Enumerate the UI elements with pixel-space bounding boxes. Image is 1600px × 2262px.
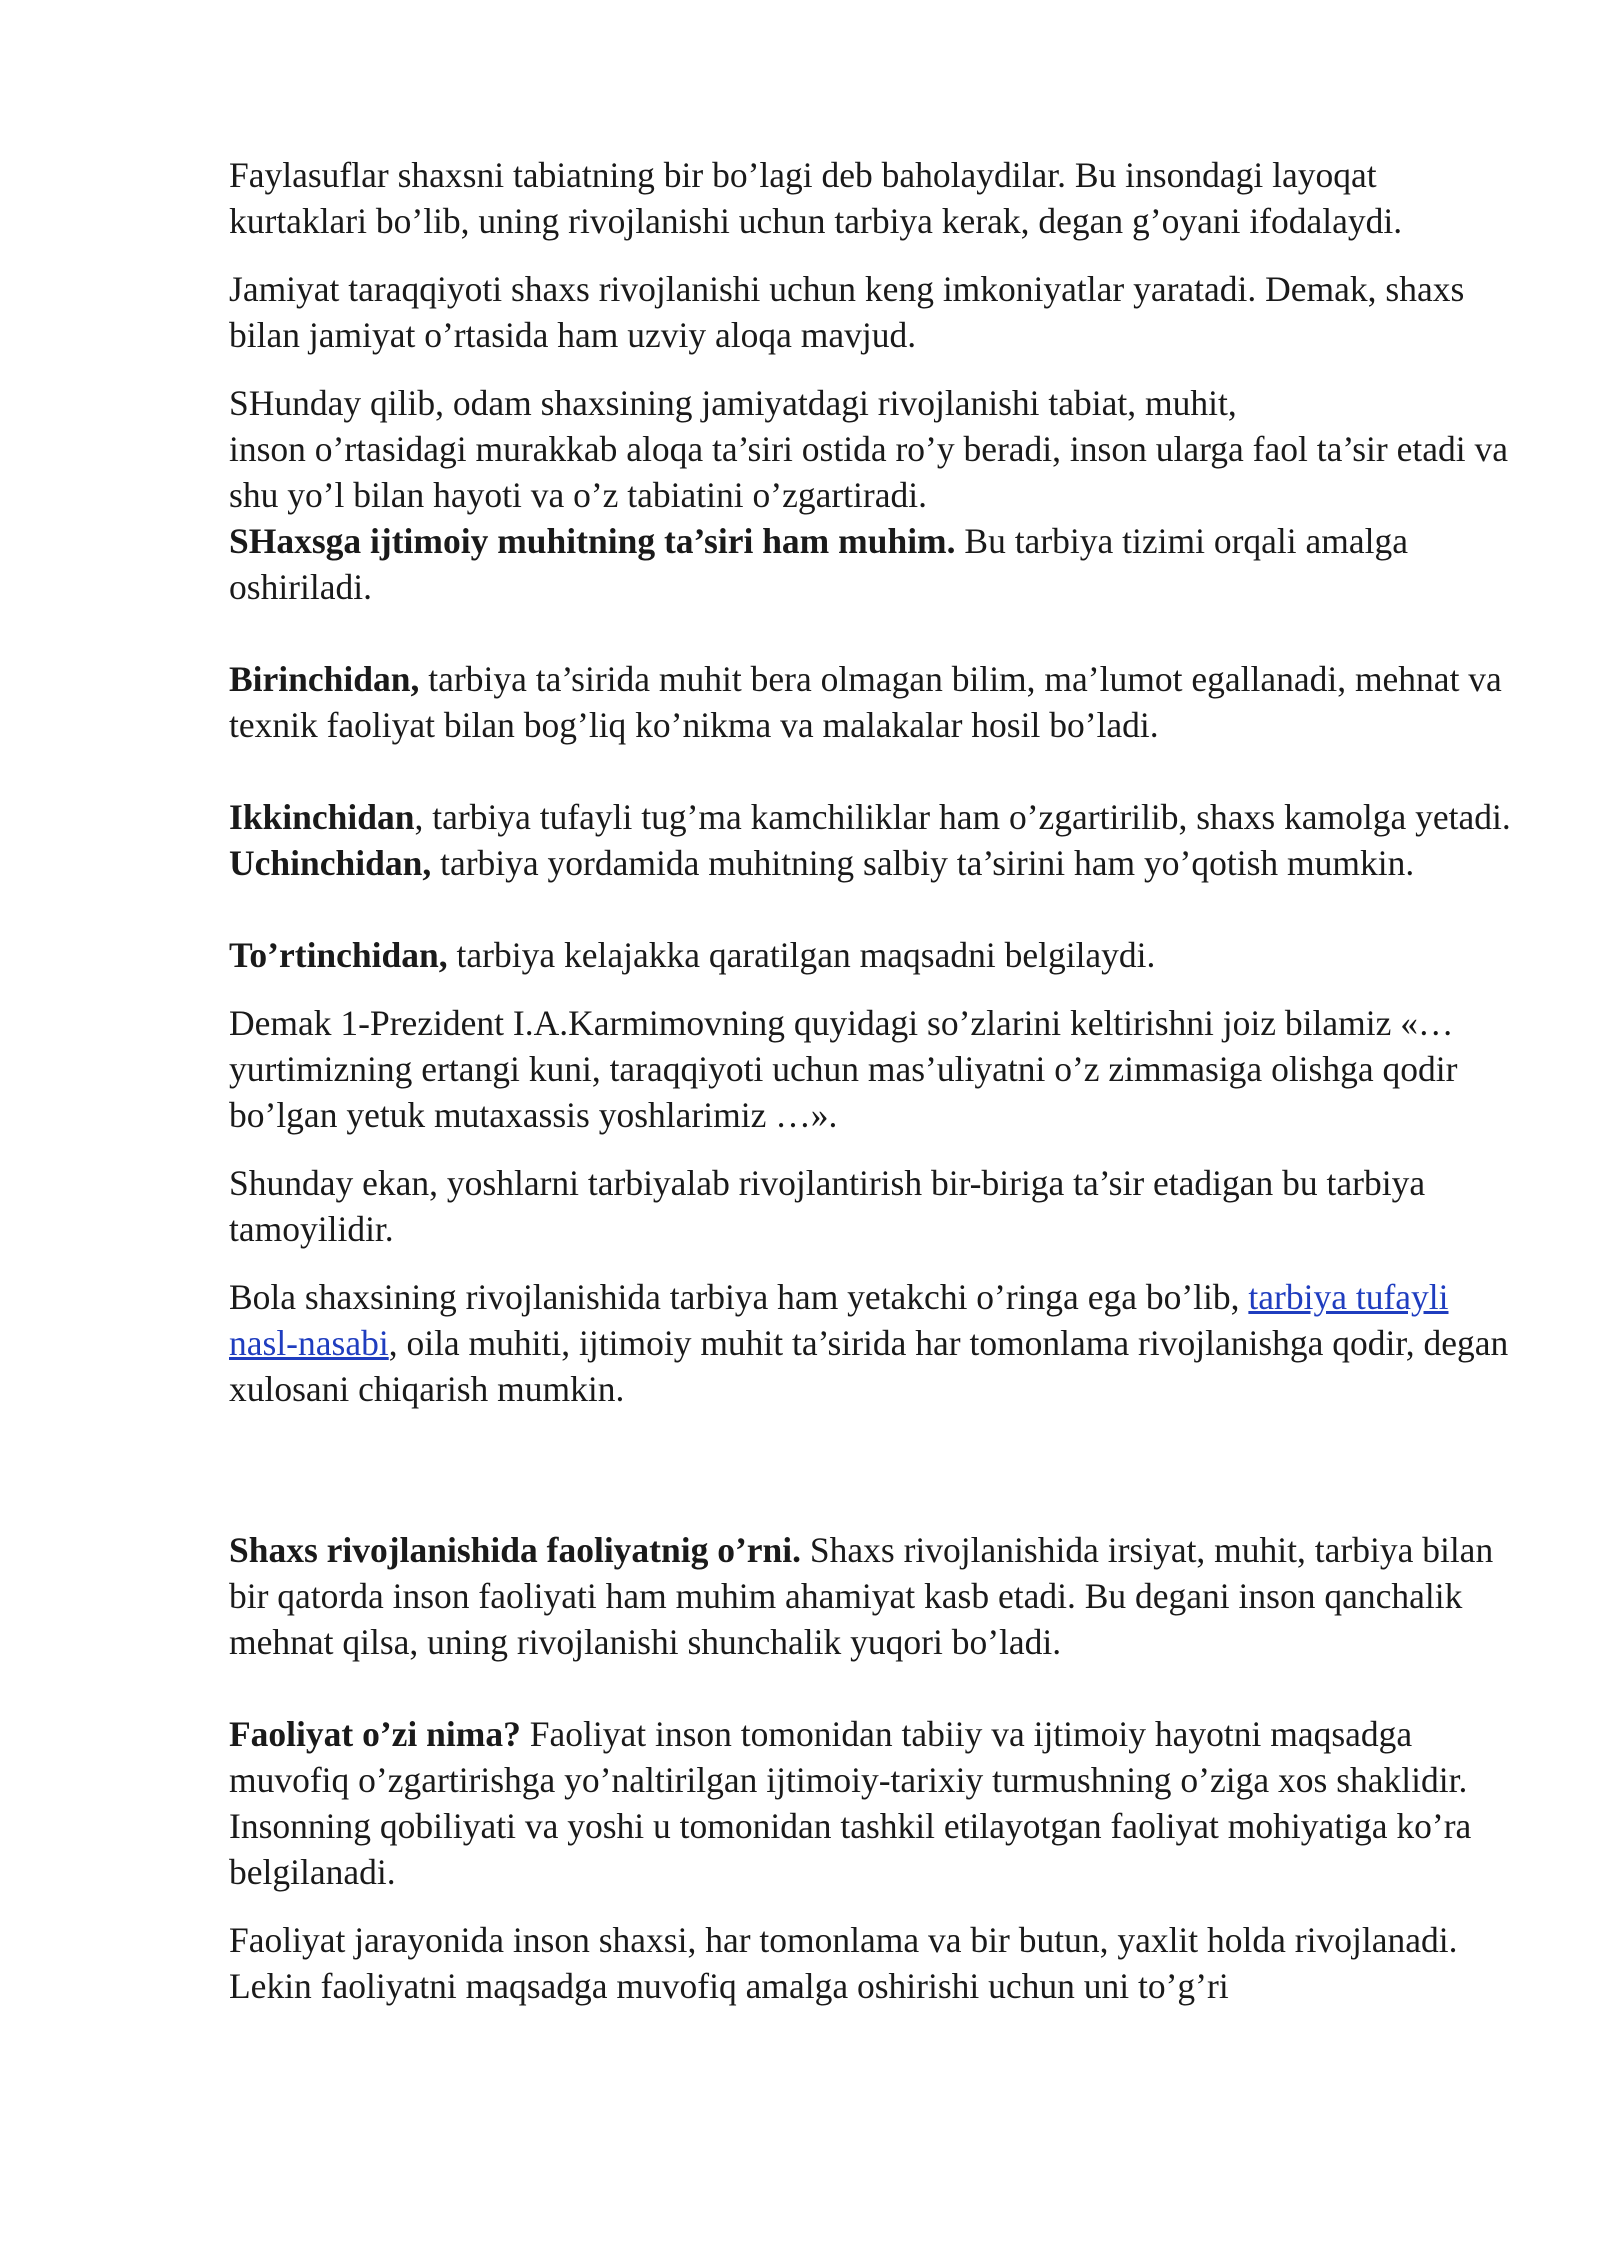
paragraph-12-heading: Shaxs rivojlanishida faoliyatnig o’rni. — [229, 1530, 802, 1570]
paragraph-4-text: Bu tarbiya tizimi orqali amalga oshiriladi. — [229, 521, 1409, 607]
paragraph-11 — [229, 1274, 1519, 1412]
paragraph-8 — [229, 932, 1519, 978]
paragraph-5 — [229, 656, 1519, 748]
paragraph-7-heading: Uchinchidan, — [229, 843, 432, 883]
paragraph-9: Demak 1-Prezident I.A.Karmimovning quyidagi so’zlarini keltirishni joiz bilamiz «…yurtimizning ertangi kuni, taraqqiyoti uchun mas’uliyatni o’z zimmasiga olishga qodir bo’lgan yetuk mutaxassis yoshlarimiz …». — [229, 1003, 1458, 1135]
paragraph-13-text: Faoliyat inson tomonidan tabiiy va ijtimoiy hayotni maqsadga muvofiq o’zgartirishga yo’naltirilgan ijtimoiy-tarixiy turmushning o’ziga xos shaklidir. Insonning qobiliyati va yoshi u tomonidan tashkil etilayotgan faoliyat mohiyatiga ko’ra belgilanadi. — [229, 1714, 1472, 1892]
paragraph-8-heading: To’rtinchidan, — [229, 935, 448, 975]
paragraph-7 — [229, 840, 1519, 886]
paragraph-1: Faylasuflar shaxsni tabiatning bir bo’lagi deb baholaydilar. Bu insondagi layoqat kurtaklari bo’lib, uning rivojlanishi uchun tarbiya kerak, degan g’oyani ifodalaydi. — [229, 155, 1403, 241]
paragraph-2: Jamiyat taraqqiyoti shaxs rivojlanishi uchun keng imkoniyatlar yaratadi. Demak, shaxs bilan jamiyat o’rtasida ham uzviy aloqa mavjud. — [229, 269, 1465, 355]
paragraph-11-text-after: , oila muhiti, ijtimoiy muhit ta’sirida har tomonlama rivojlanishga qodir, degan xulosani chiqarish mumkin. — [229, 1323, 1509, 1409]
paragraph-3-rest: inson o’rtasidagi murakkab aloqa ta’siri ostida ro’y beradi, inson ularga faol ta’sir etadi va shu yo’l bilan hayoti va o’z tabiatini o’zgartiradi. — [229, 429, 1508, 515]
document-page — [229, 152, 1519, 2009]
nasl-nasabi-link[interactable]: tarbiya tufayli nasl-nasabi — [229, 1277, 1449, 1363]
paragraph-13 — [229, 1711, 1519, 1895]
paragraph-12-text: Shaxs rivojlanishida irsiyat, muhit, tarbiya bilan bir qatorda inson faoliyati ham muhim ahamiyat kasb etadi. Bu degani inson qanchalik mehnat qilsa, uning rivojlanishi shunchalik yuqori bo’ladi. — [229, 1530, 1494, 1662]
paragraph-4-heading: SHaxsga ijtimoiy muhitning ta’siri ham muhim. — [229, 521, 956, 561]
paragraph-13-heading: Faoliyat o’zi nima? — [229, 1714, 521, 1754]
paragraph-5-heading: Birinchidan, — [229, 659, 420, 699]
paragraph-6-heading: Ikkinchidan — [229, 797, 415, 837]
paragraph-6 — [229, 794, 1519, 840]
paragraph-7-text: tarbiya yordamida muhitning salbiy ta’sirini ham yo’qotish mumkin. — [431, 843, 1415, 883]
paragraph-6-text: , tarbiya tufayli tug’ma kamchiliklar ham o’zgartirilib, shaxs kamolga yetadi. — [414, 797, 1511, 837]
paragraph-12 — [229, 1527, 1519, 1665]
paragraph-3-line-1: SHunday qilib, odam shaxsining jamiyatdagi rivojlanishi tabiat, muhit, — [229, 383, 1237, 423]
paragraph-4 — [229, 518, 1519, 610]
paragraph-5-text: tarbiya ta’sirida muhit bera olmagan bilim, ma’lumot egallanadi, mehnat va texnik faoliyat bilan bog’liq ko’nikma va malakalar hosil bo’ladi. — [229, 659, 1502, 745]
paragraph-3 — [229, 380, 1519, 518]
paragraph-8-text: tarbiya kelajakka qaratilgan maqsadni belgilaydi. — [447, 935, 1156, 975]
paragraph-10: Shunday ekan, yoshlarni tarbiyalab rivojlantirish bir-biriga ta’sir etadigan bu tarbiya tamoyilidir. — [229, 1163, 1426, 1249]
paragraph-11-text-before: Bola shaxsining rivojlanishida tarbiya ham yetakchi o’ringa ega bo’lib, — [229, 1277, 1249, 1317]
paragraph-14: Faoliyat jarayonida inson shaxsi, har tomonlama va bir butun, yaxlit holda rivojlanadi. Lekin faoliyatni maqsadga muvofiq amalga oshirishi uchun uni to’g’ri — [229, 1920, 1458, 2006]
